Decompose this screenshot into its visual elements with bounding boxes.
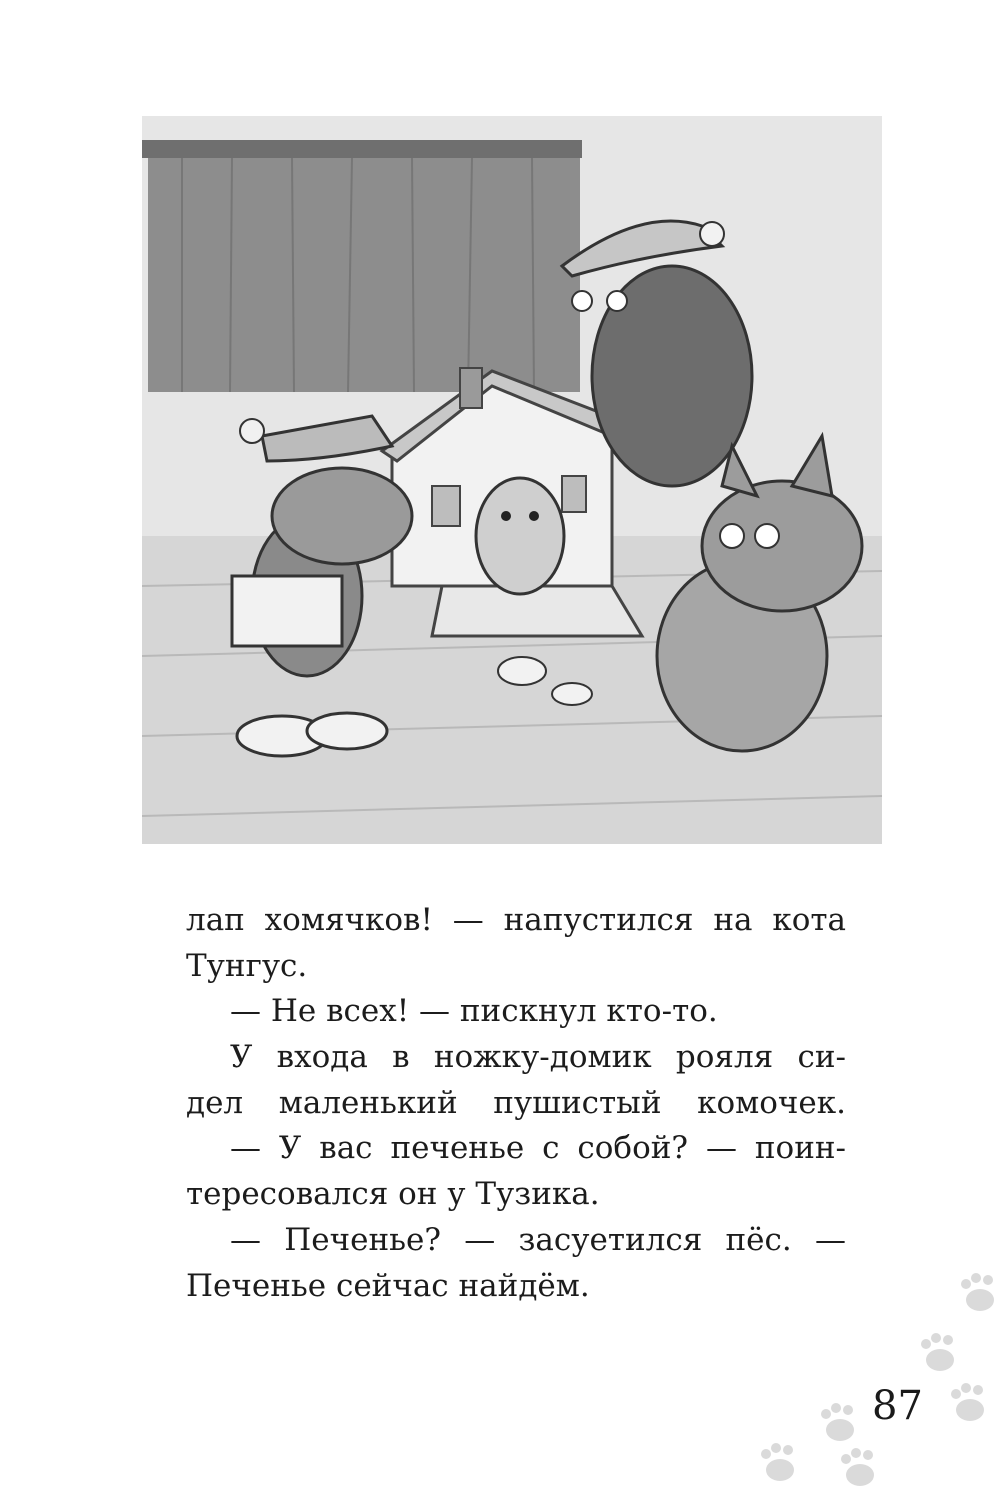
text-line: Печенье сейчас найдём. bbox=[186, 1267, 590, 1304]
illustration-dog-cat-hamster-house-icon bbox=[142, 116, 882, 844]
paw-prints-decoration bbox=[740, 1240, 1000, 1487]
text-line: дел маленький пушистый комочек. bbox=[186, 1084, 846, 1121]
text-line: — У вас печенье с собой? — поин- bbox=[230, 1130, 846, 1167]
paw-prints-decoration-icon bbox=[740, 1240, 1000, 1487]
text-line: тересовался он у Тузика. bbox=[186, 1176, 600, 1213]
text-line: Тунгус. bbox=[186, 947, 308, 984]
text-line: — Печенье? — засуетился пёс. — bbox=[230, 1221, 846, 1258]
text-line: лап хомячков! — напустился на кота bbox=[186, 902, 846, 938]
text-line: — Не всех! — пискнул кто-то. bbox=[230, 993, 718, 1030]
page-number: 87 bbox=[872, 1383, 923, 1429]
text-line: У входа в ножку-домик рояля си- bbox=[230, 1039, 846, 1076]
illustration bbox=[142, 116, 882, 844]
